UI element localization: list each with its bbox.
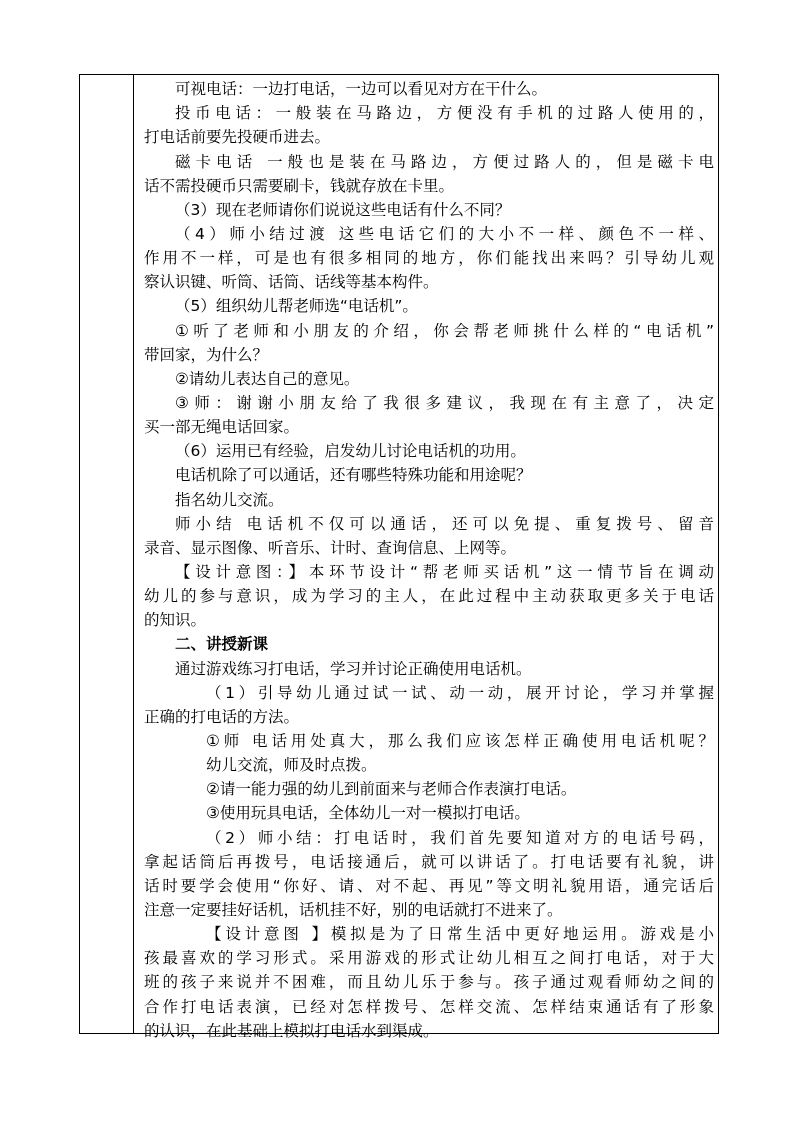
- text-line: （5）组织幼儿帮老师选“电话机”。: [175, 297, 418, 315]
- text-line: 电话机除了可以通话，还有哪些特殊功能和用途呢？: [175, 466, 532, 484]
- text-line: （2）师小结：打电话时，我们首先要知道对方的电话号码，: [206, 829, 714, 847]
- text-line: 正确的打电话的方法。: [144, 708, 300, 726]
- text-line: 话时要学会使用“你好、请、对不起、再见”等文明礼貌用语，通完话后: [144, 877, 714, 895]
- text-line: 带回家，为什么？: [144, 346, 269, 364]
- text-line: ②请一能力强的幼儿到前面来与老师合作表演打电话。: [206, 780, 577, 798]
- text-line: 【设计意图：】本环节设计“帮老师买话机”这一情节旨在调动: [175, 563, 714, 581]
- text-line: （3）现在老师请你们说说这些电话有什么不同？: [175, 201, 511, 219]
- text-line: 孩最喜欢的学习形式。采用游戏的形式让幼儿相互之间打电话，对于大: [144, 949, 714, 967]
- text-line: 作用不一样，可是也有很多相同的地方，你们能找出来吗？引导幼儿观: [144, 249, 714, 267]
- text-line: 察认识键、听筒、话筒、话线等基本构件。: [144, 273, 439, 291]
- text-line: ③使用玩具电话，全体幼儿一对一模拟打电话。: [206, 804, 530, 822]
- text-line: ③师：谢谢小朋友给了我很多建议，我现在有主意了，决定: [175, 394, 714, 412]
- table-left-column: [80, 75, 134, 1033]
- text-line: 的知识。: [144, 611, 207, 629]
- text-line: 合作打电话表演，已经对怎样拨号、怎样交流、怎样结束通话有了形象: [144, 998, 714, 1016]
- text-line: 的认识，在此基础上模拟打电话水到渠成。: [144, 1022, 439, 1040]
- text-line: 可视电话：一边打电话，一边可以看见对方在干什么。: [175, 80, 548, 98]
- text-line: 买一部无绳电话回家。: [144, 418, 300, 436]
- text-line: 【设计意图 】模拟是为了日常生活中更好地运用。游戏是小: [206, 925, 714, 943]
- text-line: 打电话前要先投硬币进去。: [144, 128, 331, 146]
- text-line: ①听了老师和小朋友的介绍，你会帮老师挑什么样的“电话机”: [175, 322, 714, 340]
- text-line: 磁卡电话 一般也是装在马路边，方便过路人的，但是磁卡电: [175, 153, 714, 171]
- text-line: ①师 电话用处真大，那么我们应该怎样正确使用电话机呢？: [206, 732, 714, 750]
- text-line: 投币电话：一般装在马路边，方便没有手机的过路人使用的，: [175, 104, 714, 122]
- table-content-column: [134, 75, 719, 1040]
- text-line: 通过游戏练习打电话，学习并讨论正确使用电话机。: [175, 660, 532, 678]
- text-line: ②请幼儿表达自己的意见。: [175, 370, 360, 388]
- text-line: 话不需投硬币只需要刷卡，钱就存放在卡里。: [144, 177, 455, 195]
- text-line: 录音、显示图像、听音乐、计时、查询信息、上网等。: [144, 539, 517, 557]
- text-line: 指名幼儿交流。: [175, 491, 284, 509]
- text-line: （6）运用已有经验，启发幼儿讨论电话机的功用。: [175, 442, 526, 460]
- lesson-table: [79, 74, 719, 1040]
- text-line: 师小结 电话机不仅可以通话，还可以免提、重复拨号、留音: [175, 515, 714, 533]
- text-line: （4）师小结过渡 这些电话它们的大小不一样、颜色不一样、: [175, 225, 714, 243]
- section-heading: 二、讲授新课: [175, 635, 269, 653]
- text-line: 幼儿交流，师及时点拨。: [206, 756, 377, 774]
- text-line: 幼儿的参与意识，成为学习的主人，在此过程中主动获取更多关于电话: [144, 587, 714, 605]
- text-line: 拿起话筒后再拨号，电话接通后，就可以讲话了。打电话要有礼貌，讲: [144, 853, 714, 871]
- text-line: （1）引导幼儿通过试一试、动一动，展开讨论，学习并掌握: [206, 684, 714, 702]
- text-line: 注意一定要挂好话机，话机挂不好，别的电话就打不进来了。: [144, 901, 563, 919]
- text-line: 班的孩子来说并不困难，而且幼儿乐于参与。孩子通过观看师幼之间的: [144, 973, 714, 991]
